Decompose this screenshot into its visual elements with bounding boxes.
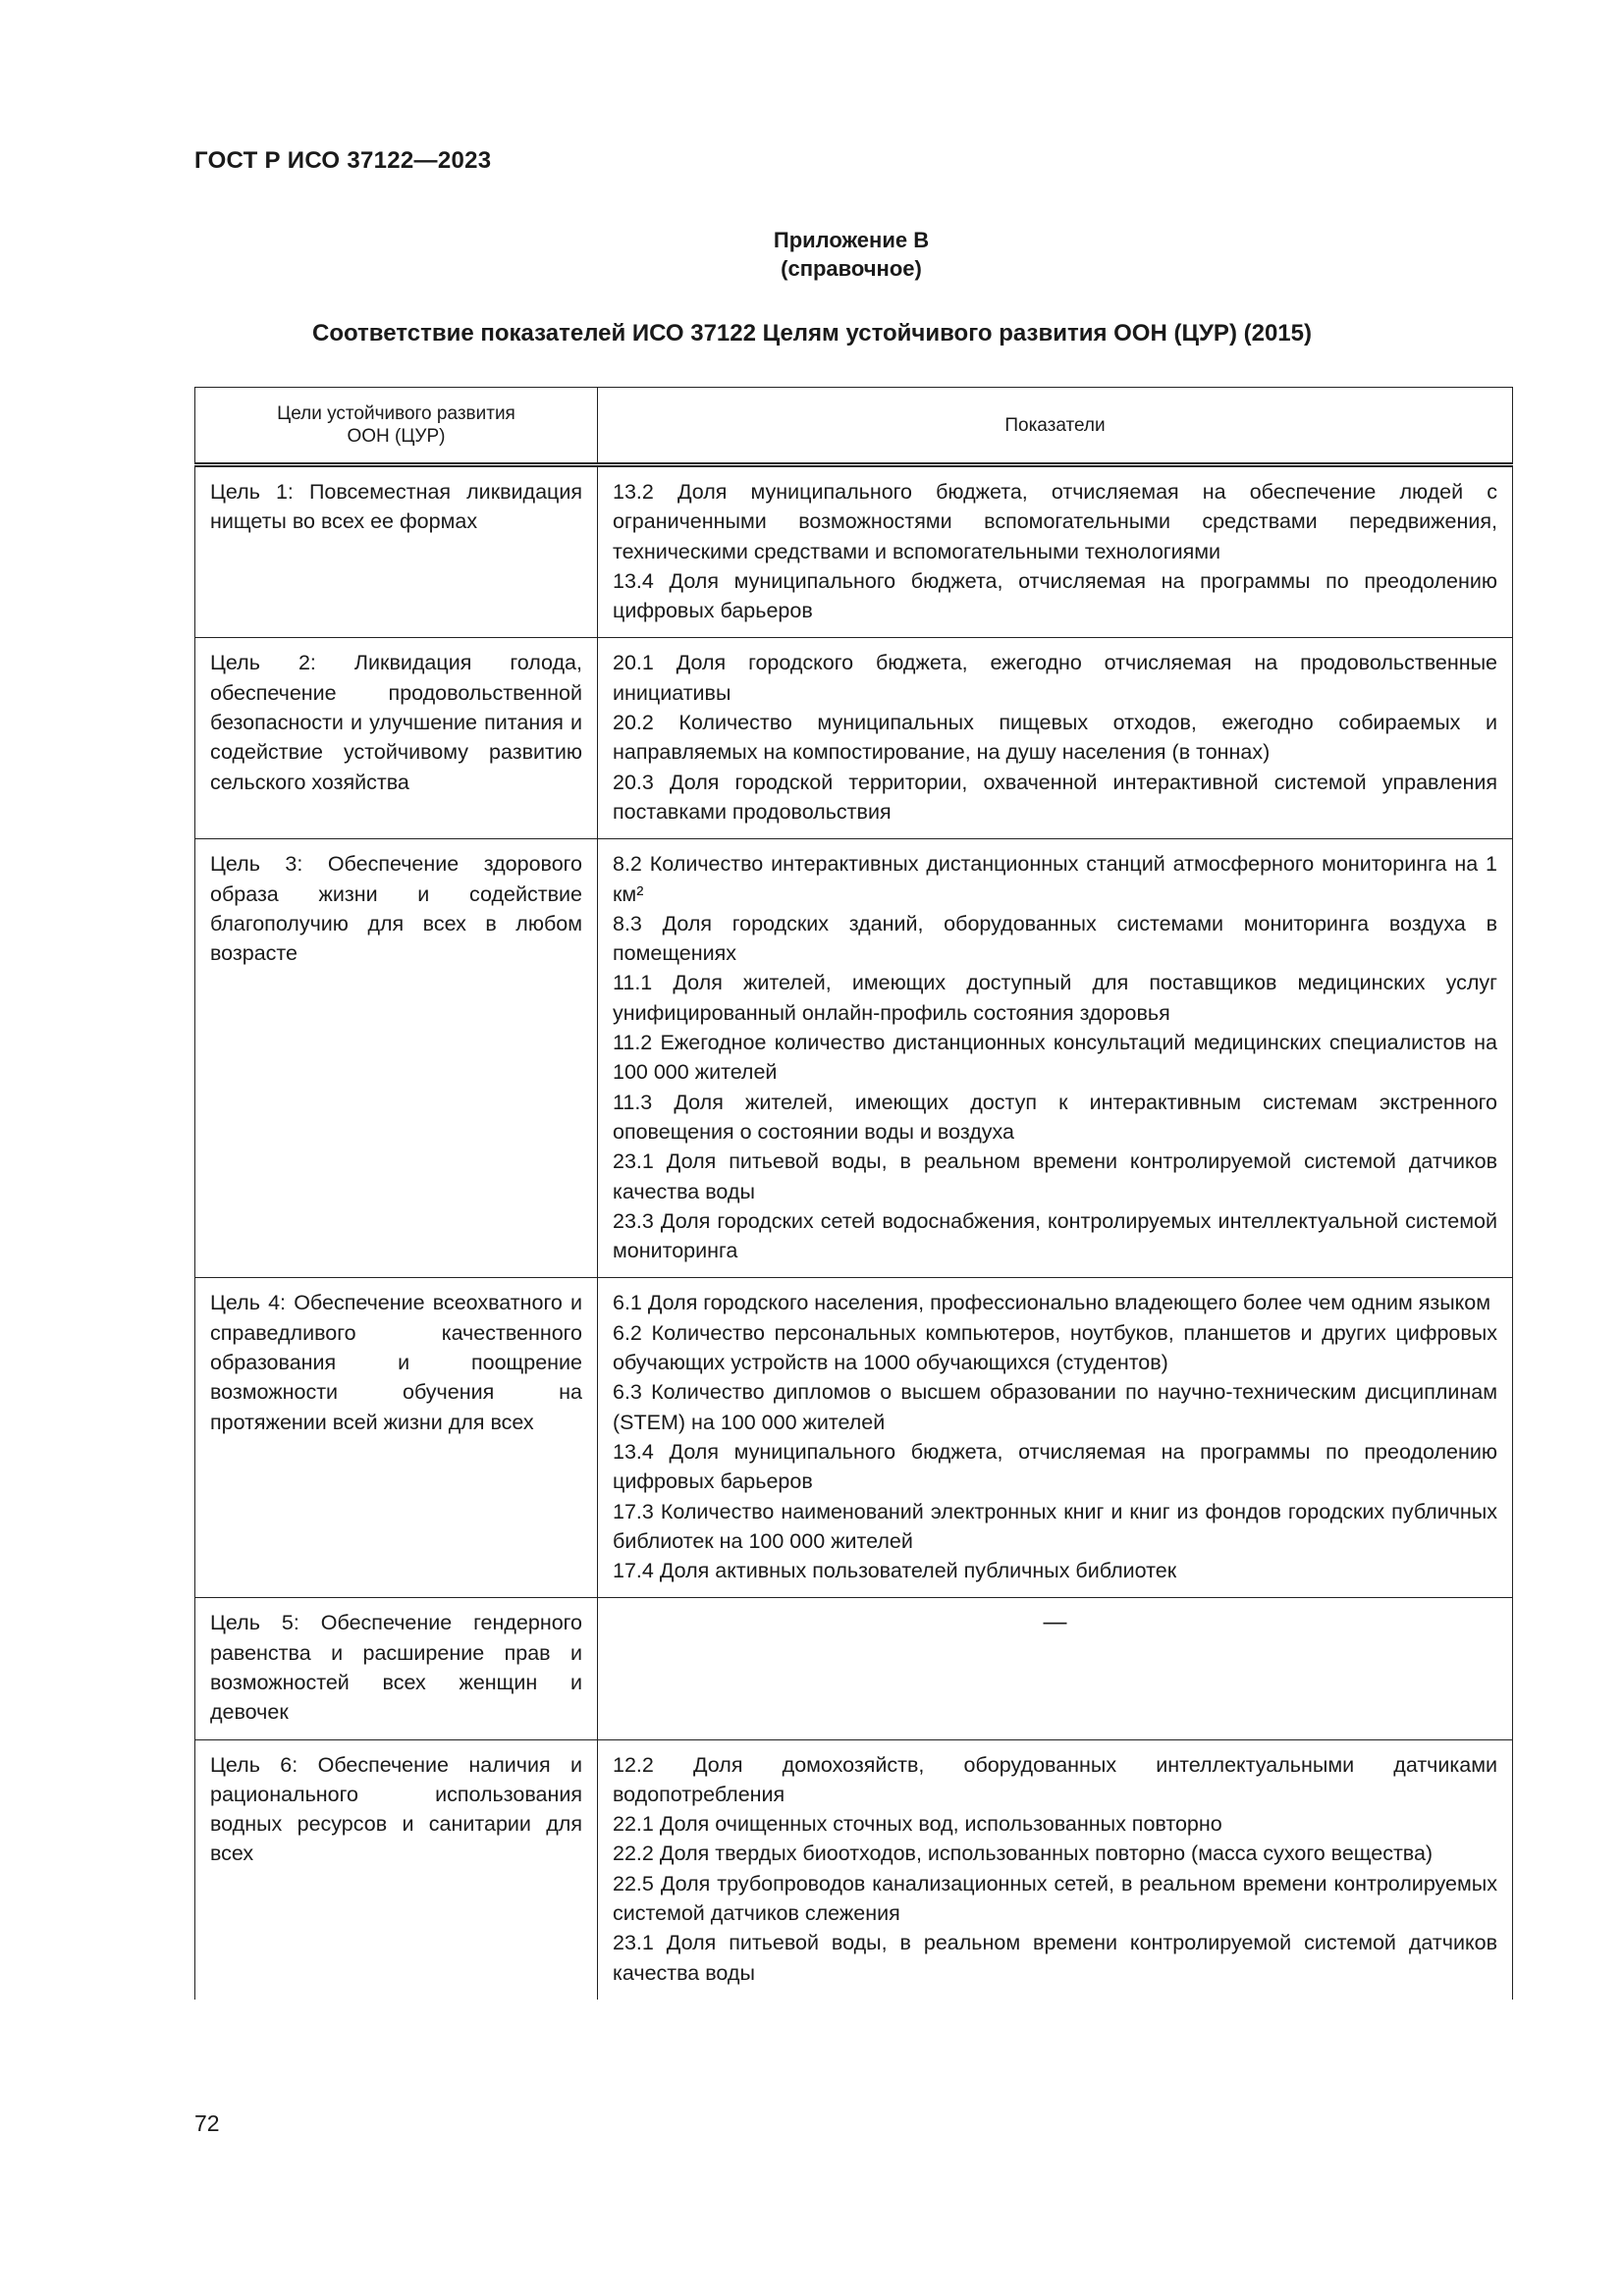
indicators-cell <box>598 465 1513 638</box>
indicator-item: 22.5 Доля трубопроводов канализационных сетей, в реальном времени контролируемых системой датчиков слежения <box>613 1871 1497 1926</box>
indicator-item: 20.2 Количество муниципальных пищевых отходов, ежегодно собираемых и направляемых на компостирование, на душу населения (в тоннах) <box>613 711 1497 765</box>
indicator-item: 22.2 Доля твердых биоотходов, использованных повторно (масса сухого вещества) <box>613 1842 1434 1866</box>
indicators-cell <box>598 1278 1513 1598</box>
goal-cell: Цель 5: Обеспечение гендерного равенства и расширение прав и возможностей всех женщин и девочек <box>195 1598 598 1739</box>
goal-cell: Цель 1: Повсеместная ликвидация нищеты во всех ее формах <box>195 465 598 638</box>
column-header-goals: Цели устойчивого развития ООН (ЦУР) <box>195 388 598 465</box>
indicator-item: 13.2 Доля муниципального бюджета, отчисляемая на обеспечение людей с ограниченными возможностями вспомогательными средствами передвижения, техническими средствами и вспомогательными технологиями <box>613 480 1497 563</box>
indicator-item: 23.1 Доля питьевой воды, в реальном времени контролируемой системой датчиков качества воды <box>613 1931 1497 1985</box>
table-header-row <box>195 388 1513 465</box>
indicator-item: 8.3 Доля городских зданий, оборудованных системами мониторинга воздуха в помещениях <box>613 911 1497 966</box>
table-title: Соответствие показателей ИСО 37122 Целям устойчивого развития ООН (ЦУР) (2015) <box>312 320 1312 347</box>
table-row <box>195 1598 1513 1739</box>
column-header-indicators: Показатели <box>598 388 1513 465</box>
goal-cell: Цель 2: Ликвидация голода, обеспечение продовольственной безопасности и улучшение питания и содействие устойчивому развитию сельского хозяйства <box>195 638 598 839</box>
indicator-item: 12.2 Доля домохозяйств, оборудованных интеллектуальными датчиками водопотребления <box>613 1752 1497 1806</box>
page-number: 72 <box>194 2110 220 2136</box>
indicator-item: 23.3 Доля городских сетей водоснабжения, контролируемых интеллектуальной системой мониторинга <box>613 1208 1497 1263</box>
goal-cell: Цель 6: Обеспечение наличия и рационального использования водных ресурсов и санитарии для всех <box>195 1739 598 2000</box>
indicators-cell <box>598 839 1513 1278</box>
no-indicators-dash: — <box>598 1598 1513 1739</box>
table-row <box>195 1278 1513 1598</box>
table-row <box>195 465 1513 638</box>
goal-cell: Цель 4: Обеспечение всеохватного и справедливого качественного образования и поощрение возможности обучения на протяжении всей жизни для всех <box>195 1278 598 1598</box>
indicator-item: 11.3 Доля жителей, имеющих доступ к интерактивным системам экстренного оповещения о состоянии воды и воздуха <box>613 1090 1497 1144</box>
indicator-item: 17.4 Доля активных пользователей публичных библиотек <box>613 1559 1177 1583</box>
indicator-item: 11.1 Доля жителей, имеющих доступный для поставщиков медицинских услуг унифицированный онлайн-профиль состояния здоровья <box>613 971 1497 1025</box>
indicator-item: 11.2 Ежегодное количество дистанционных консультаций медицинских специалистов на 100 000 жителей <box>613 1031 1497 1085</box>
indicator-item: 6.3 Количество дипломов о высшем образовании по научно-техническим дисциплинам (STEM) на 100 000 жителей <box>613 1380 1497 1434</box>
indicator-item: 17.3 Количество наименований электронных книг и книг из фондов городских публичных библиотек на 100 000 жителей <box>613 1499 1497 1553</box>
indicator-item: 13.4 Доля муниципального бюджета, отчисляемая на программы по преодолению цифровых барьеров <box>613 568 1497 623</box>
annex-title: Приложение В <box>773 228 930 252</box>
indicator-item: 6.2 Количество персональных компьютеров, ноутбуков, планшетов и других цифровых обучающих устройств на 1000 обучающихся (студентов) <box>613 1320 1497 1375</box>
annex-kind: (справочное) <box>781 256 922 281</box>
indicator-item: 6.1 Доля городского населения, профессионально владеющего более чем одним языком <box>613 1291 1491 1315</box>
table-row <box>195 638 1513 839</box>
indicator-item: 20.3 Доля городской территории, охваченной интерактивной системой управления поставками продовольствия <box>613 770 1497 824</box>
indicators-cell <box>598 638 1513 839</box>
goal-cell: Цель 3: Обеспечение здорового образа жизни и содействие благополучию для всех в любом возрасте <box>195 839 598 1278</box>
table-row <box>195 839 1513 1278</box>
correspondence-table <box>194 387 1513 2000</box>
indicator-item: 23.1 Доля питьевой воды, в реальном времени контролируемой системой датчиков качества воды <box>613 1149 1497 1203</box>
indicators-cell <box>598 1739 1513 2000</box>
indicator-item: 13.4 Доля муниципального бюджета, отчисляемая на программы по преодолению цифровых барьеров <box>613 1439 1497 1494</box>
indicator-item: 20.1 Доля городского бюджета, ежегодно отчисляемая на продовольственные инициативы <box>613 651 1497 705</box>
indicator-item: 8.2 Количество интерактивных дистанционных станций атмосферного мониторинга на 1 км² <box>613 852 1497 906</box>
document-id: ГОСТ Р ИСО 37122—2023 <box>194 147 492 174</box>
table-row <box>195 1739 1513 2000</box>
indicator-item: 22.1 Доля очищенных сточных вод, использованных повторно <box>613 1812 1222 1837</box>
